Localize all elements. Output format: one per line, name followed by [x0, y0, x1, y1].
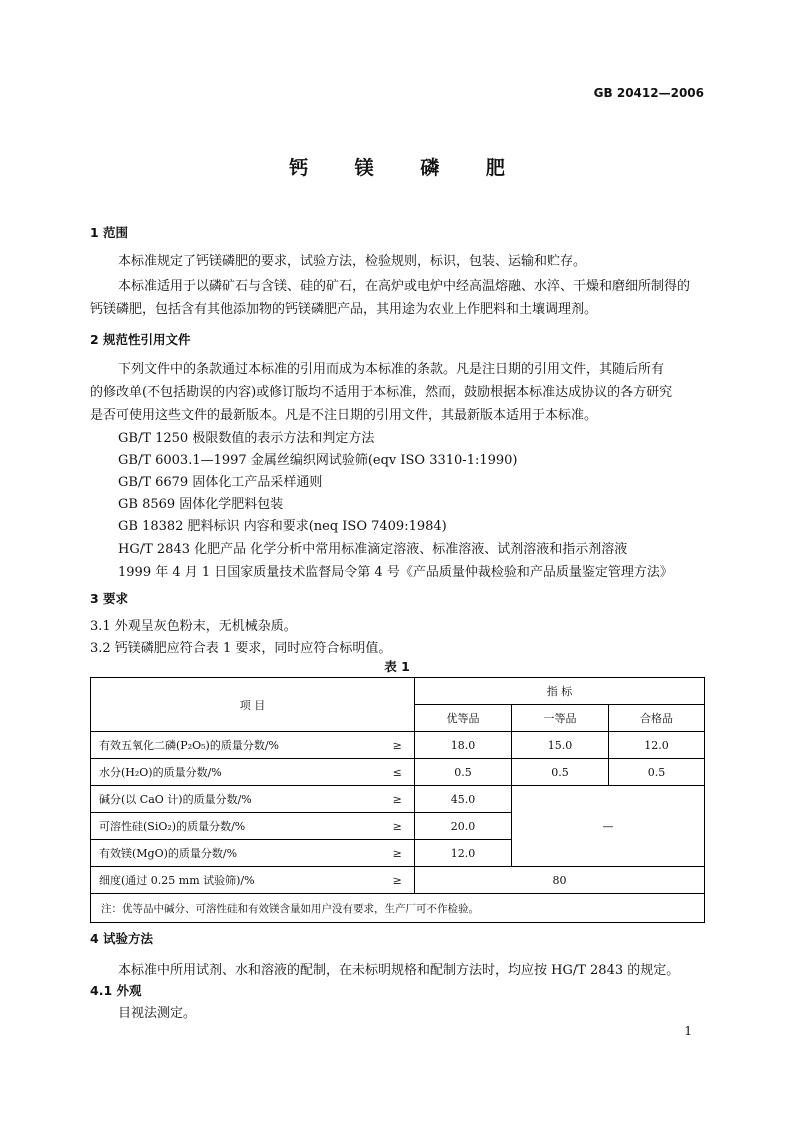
table-row	[91, 759, 705, 786]
table-cell: 0.5	[609, 759, 705, 786]
section-3-heading: 3 要求	[90, 591, 129, 606]
reference-item: GB/T 6003.1—1997 金属丝编织网试验筛(eqv ISO 3310-1:1990)	[118, 453, 518, 468]
grade-header: 优等品	[415, 705, 512, 732]
page-title: 钙 镁 磷 肥	[289, 157, 525, 179]
column-header-index: 指 标	[415, 678, 705, 705]
reference-item: GB/T 1250 极限数值的表示方法和判定方法	[118, 431, 375, 446]
reference-item: GB/T 6679 固体化工产品采样通则	[118, 475, 323, 490]
page-number: 1	[684, 1024, 692, 1038]
section-2-para-line-3: 是否可使用这些文件的最新版本。凡是不注日期的引用文件，其最新版本适用于本标准。	[90, 408, 598, 423]
table-note-row	[91, 894, 705, 923]
table-cell: 12.0	[415, 840, 512, 867]
comparison-symbol: ≤	[381, 759, 415, 786]
row-label: 细度(通过 0.25 mm 试验筛)/%	[91, 867, 381, 894]
table-cell: 0.5	[512, 759, 609, 786]
section-1-para-2-line-1: 本标准适用于以磷矿石与含镁、硅的矿石，在高炉或电炉中经高温熔融、水淬、干燥和磨细所制得的	[118, 279, 691, 294]
comparison-symbol: ≥	[381, 840, 415, 867]
table-caption: 表 1	[384, 659, 410, 674]
row-label: 有效五氧化二磷(P₂O₅)的质量分数/%	[91, 732, 381, 759]
table-cell: 15.0	[512, 732, 609, 759]
table-row	[91, 732, 705, 759]
table-row	[91, 867, 705, 894]
table-cell: 0.5	[415, 759, 512, 786]
table-cell: 45.0	[415, 786, 512, 813]
table-cell: 12.0	[609, 732, 705, 759]
grade-header: 一等品	[512, 705, 609, 732]
standard-number: GB 20412—2006	[593, 86, 704, 100]
comparison-symbol: ≥	[381, 732, 415, 759]
section-2-heading: 2 规范性引用文件	[90, 332, 191, 347]
row-label: 可溶性硅(SiO₂)的质量分数/%	[91, 813, 381, 840]
table-cell: 80	[415, 867, 705, 894]
reference-item: GB 8569 固体化学肥料包装	[118, 497, 284, 512]
section-2-para-line-1: 下列文件中的条款通过本标准的引用而成为本标准的条款。凡是注日期的引用文件，其随后所有	[118, 362, 665, 377]
section-4-para: 本标准中所用试剂、水和溶液的配制，在未标明规格和配制方法时，均应按 HG/T 2843 的规定。	[118, 963, 680, 978]
section-1-heading: 1 范围	[90, 225, 129, 240]
section-1-para-1: 本标准规定了钙镁磷肥的要求，试验方法，检验规则，标识，包装、运输和贮存。	[118, 254, 587, 269]
clause-4-1-heading: 4.1 外观	[90, 983, 142, 998]
clause-3-1: 3.1 外观呈灰色粉末，无机械杂质。	[90, 619, 297, 634]
comparison-symbol: ≥	[381, 813, 415, 840]
column-header-item: 项 目	[91, 678, 415, 732]
table-row	[91, 786, 705, 813]
table-cell: 18.0	[415, 732, 512, 759]
comparison-symbol: ≥	[381, 786, 415, 813]
table-cell: 20.0	[415, 813, 512, 840]
reference-item: GB 18382 肥料标识 内容和要求(neq ISO 7409:1984)	[118, 519, 447, 534]
row-label: 有效镁(MgO)的质量分数/%	[91, 840, 381, 867]
not-applicable-cell: —	[512, 786, 705, 867]
row-label: 水分(H₂O)的质量分数/%	[91, 759, 381, 786]
section-2-para-line-2: 的修改单(不包括勘误的内容)或修订版均不适用于本标准，然而，鼓励根据本标准达成协议的各方研究	[90, 385, 673, 400]
clause-4-1-text: 目视法测定。	[118, 1006, 197, 1021]
table-header-row	[91, 678, 705, 705]
reference-item: HG/T 2843 化肥产品 化学分析中常用标准滴定溶液、标准溶液、试剂溶液和指示剂溶液	[118, 542, 628, 557]
requirements-table	[90, 677, 705, 923]
reference-item: 1999 年 4 月 1 日国家质量技术监督局令第 4 号《产品质量仲裁检验和产品质量鉴定管理方法》	[118, 565, 673, 580]
row-label: 碱分(以 CaO 计)的质量分数/%	[91, 786, 381, 813]
section-4-heading: 4 试验方法	[90, 931, 154, 946]
comparison-symbol: ≥	[381, 867, 415, 894]
table-note: 注：优等品中碱分、可溶性硅和有效镁含量如用户没有要求，生产厂可不作检验。	[91, 894, 705, 923]
grade-header: 合格品	[609, 705, 705, 732]
section-1-para-2-line-2: 钙镁磷肥，包括含有其他添加物的钙镁磷肥产品，其用途为农业上作肥料和土壤调理剂。	[90, 302, 598, 317]
clause-3-2: 3.2 钙镁磷肥应符合表 1 要求，同时应符合标明值。	[90, 641, 392, 656]
